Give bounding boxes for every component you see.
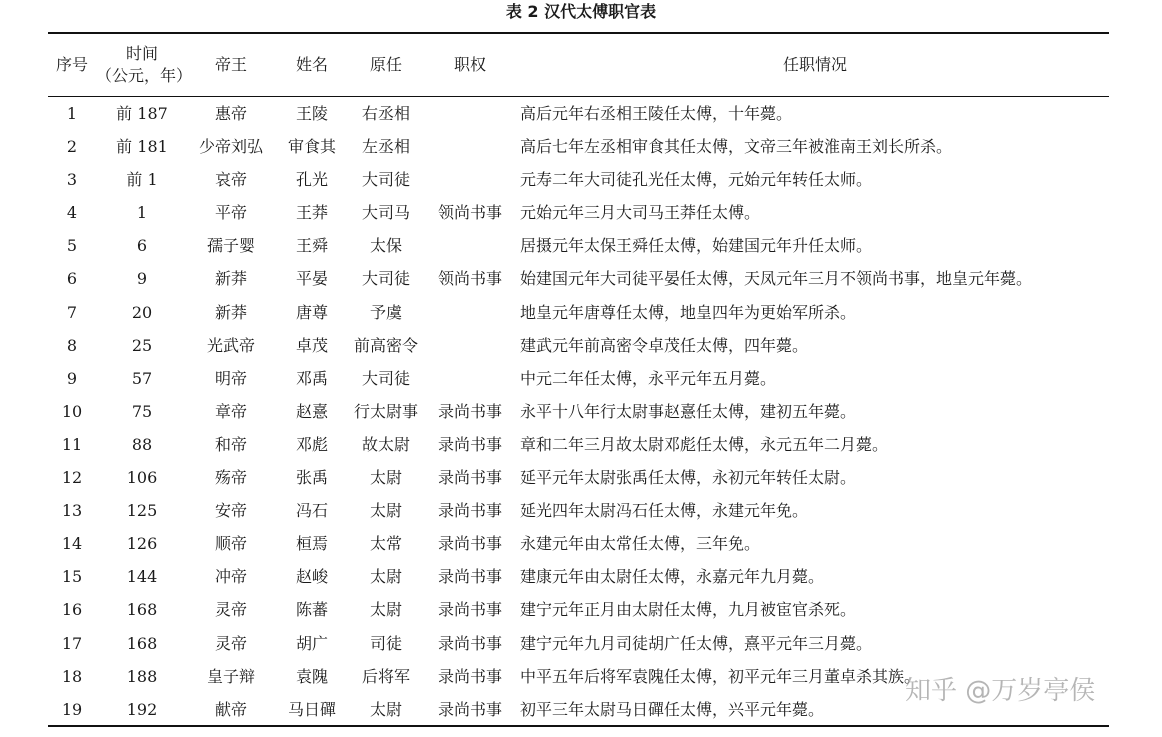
cell-time: 75 [131,401,153,421]
cell-original-post: 太尉 [369,699,402,719]
cell-time: 20 [131,302,153,322]
cell-seq: 13 [61,501,83,521]
table-row [0,395,1162,428]
header-original-post: 原任 [369,55,402,74]
cell-original-post: 大司徒 [361,170,410,190]
cell-original-post: 予虞 [369,302,402,322]
cell-power [428,97,512,130]
cell-power [428,329,512,362]
cell-description: 地皇元年唐尊任太傅，地皇四年为更始军所杀。 [520,302,857,322]
cell-name: 邓彪 [295,434,328,454]
cell-time: 57 [131,368,153,388]
cell-time: 168 [126,600,158,620]
cell-seq: 15 [61,567,83,587]
cell-time: 25 [131,335,153,355]
cell-emperor: 平帝 [214,203,247,223]
cell-power: 领尚书事 [437,269,502,289]
cell-time: 126 [126,534,158,554]
cell-original-post: 大司马 [361,203,410,223]
cell-emperor: 顺帝 [214,534,247,554]
cell-emperor: 明帝 [214,368,247,388]
cell-name: 平晏 [295,269,328,289]
cell-time: 前 181 [116,137,168,157]
cell-power: 录尚书事 [437,534,502,554]
table-row [0,494,1162,527]
table-row [0,130,1162,163]
cell-name: 卓茂 [295,335,328,355]
table-row [0,196,1162,229]
cell-seq: 1 [66,104,78,123]
cell-description: 建宁元年九月司徒胡广任太傅，熹平元年三月薨。 [520,633,873,653]
cell-emperor: 皇子辩 [206,666,255,686]
table-top-rule [48,32,1109,34]
cell-emperor: 和帝 [214,434,247,454]
cell-description: 中平五年后将军袁隗任太傅，初平元年三月董卓杀其族。 [520,666,921,686]
cell-description: 元始元年三月大司马王莽任太傅。 [520,203,761,223]
cell-seq: 4 [66,203,78,223]
header-emperor: 帝王 [214,55,247,74]
cell-description: 居摄元年太保王舜任太傅，始建国元年升任太师。 [520,236,873,256]
cell-power: 录尚书事 [437,468,502,488]
cell-name: 唐尊 [295,302,328,322]
cell-name: 冯石 [295,501,328,521]
cell-seq: 9 [66,368,78,388]
cell-original-post: 太尉 [369,501,402,521]
table-bottom-rule [48,725,1109,727]
cell-original-post: 太尉 [369,600,402,620]
cell-original-post: 太尉 [369,468,402,488]
watermark: 知乎 @万岁亭侯 [905,676,1096,706]
cell-seq: 3 [66,170,78,190]
table-row [0,428,1162,461]
cell-seq: 6 [66,269,78,289]
cell-name: 赵峻 [295,567,328,587]
cell-time: 125 [126,501,158,521]
table-row [0,329,1162,362]
cell-name: 邓禹 [295,368,328,388]
cell-name: 袁隗 [295,666,328,686]
cell-time: 6 [136,236,148,256]
cell-original-post: 司徒 [369,633,402,653]
table-row [0,461,1162,494]
cell-power: 录尚书事 [437,600,502,620]
cell-seq: 11 [61,434,83,454]
table-row [0,163,1162,196]
table-row [0,362,1162,395]
cell-description: 初平三年太尉马日磾任太傅，兴平元年薨。 [520,699,825,719]
cell-original-post: 前高密令 [353,335,418,355]
cell-power: 录尚书事 [437,666,502,686]
cell-time: 88 [131,434,153,454]
header-power: 职权 [453,55,486,74]
cell-description: 章和二年三月故太尉邓彪任太傅，永元五年二月薨。 [520,434,889,454]
cell-emperor: 孺子婴 [206,236,255,256]
cell-seq: 8 [66,335,78,355]
header-time [96,35,193,95]
cell-emperor: 新莽 [214,269,247,289]
cell-original-post: 太常 [369,534,402,554]
cell-name: 审食其 [287,137,336,157]
cell-description: 延平元年太尉张禹任太傅，永初元年转任太尉。 [520,468,857,488]
table-row [0,560,1162,593]
cell-time: 144 [126,567,158,587]
cell-time: 192 [126,699,158,719]
cell-time: 9 [136,269,148,289]
cell-name: 马日磾 [287,699,336,719]
table-row [0,97,1162,130]
cell-original-post: 太保 [369,236,402,256]
cell-name: 王莽 [295,203,328,223]
header-seq: 序号 [55,55,88,74]
cell-power [428,362,512,395]
table-caption: 表 2 汉代太傅职官表 [505,2,657,21]
cell-name: 孔光 [295,170,328,190]
cell-description: 元寿二年大司徒孔光任太傅，元始元年转任太师。 [520,170,873,190]
cell-description: 永建元年由太常任太傅，三年免。 [520,534,761,554]
cell-original-post: 行太尉事 [353,401,418,421]
table-row [0,229,1162,262]
cell-emperor: 少帝刘弘 [198,137,263,157]
cell-time: 168 [126,633,158,653]
cell-emperor: 献帝 [214,699,247,719]
cell-name: 赵憙 [295,401,328,421]
cell-emperor: 哀帝 [214,170,247,190]
table-row [0,627,1162,660]
cell-seq: 18 [61,666,83,686]
cell-emperor: 安帝 [214,501,247,521]
cell-original-post: 后将军 [361,666,410,686]
cell-original-post: 左丞相 [361,137,410,157]
cell-power: 录尚书事 [437,501,502,521]
cell-name: 张禹 [295,468,328,488]
header-name: 姓名 [295,55,328,74]
cell-emperor: 新莽 [214,302,247,322]
cell-description: 始建国元年大司徒平晏任太傅，天凤元年三月不领尚书事，地皇元年薨。 [520,269,1033,289]
cell-description: 中元二年任太傅，永平元年五月薨。 [520,368,777,388]
cell-name: 王陵 [295,104,328,123]
cell-seq: 14 [61,534,83,554]
cell-original-post: 故太尉 [361,434,410,454]
cell-name: 胡广 [295,633,328,653]
cell-description: 永平十八年行太尉事赵憙任太傅，建初五年薨。 [520,401,857,421]
cell-power: 领尚书事 [437,203,502,223]
cell-original-post: 太尉 [369,567,402,587]
cell-power: 录尚书事 [437,567,502,587]
cell-time: 前 1 [126,170,158,190]
cell-description: 建宁元年正月由太尉任太傅，九月被宦官杀死。 [520,600,857,620]
table-body [0,97,1162,726]
cell-power: 录尚书事 [437,401,502,421]
cell-power [428,229,512,262]
table-row [0,262,1162,295]
cell-power: 录尚书事 [437,434,502,454]
cell-original-post: 大司徒 [361,269,410,289]
cell-time: 188 [126,666,158,686]
header-description: 任职情况 [782,55,847,74]
cell-emperor: 殇帝 [214,468,247,488]
cell-description: 建武元年前高密令卓茂任太傅，四年薨。 [520,335,809,355]
cell-power [428,130,512,163]
cell-original-post: 右丞相 [361,104,410,123]
cell-description: 高后七年左丞相审食其任太傅，文帝三年被淮南王刘长所杀。 [520,137,953,157]
cell-description: 延光四年太尉冯石任太傅，永建元年免。 [520,501,809,521]
cell-name: 陈蕃 [295,600,328,620]
cell-time: 前 187 [116,104,168,123]
cell-emperor: 灵帝 [214,633,247,653]
cell-power: 录尚书事 [437,699,502,719]
cell-seq: 2 [66,137,78,157]
header-time-line1: 时间 [125,44,158,63]
cell-power [428,296,512,329]
cell-power: 录尚书事 [437,633,502,653]
cell-description: 建康元年由太尉任太傅，永嘉元年九月薨。 [520,567,825,587]
table-row [0,296,1162,329]
cell-name: 王舜 [295,236,328,256]
table-row [0,593,1162,626]
cell-emperor: 灵帝 [214,600,247,620]
cell-name: 桓焉 [295,534,328,554]
cell-seq: 16 [61,600,83,620]
cell-original-post: 大司徒 [361,368,410,388]
header-time-line2: （公元，年） [96,66,193,85]
cell-emperor: 光武帝 [206,335,255,355]
cell-power [428,163,512,196]
cell-seq: 17 [61,633,83,653]
cell-seq: 10 [61,401,83,421]
cell-description: 高后元年右丞相王陵任太傅，十年薨。 [520,104,793,123]
cell-emperor: 惠帝 [214,104,247,123]
cell-seq: 19 [61,699,83,719]
cell-time: 106 [126,468,158,488]
cell-seq: 12 [61,468,83,488]
cell-emperor: 冲帝 [214,567,247,587]
cell-emperor: 章帝 [214,401,247,421]
cell-seq: 7 [66,302,78,322]
cell-seq: 5 [66,236,78,256]
table-row [0,527,1162,560]
cell-time: 1 [136,203,148,223]
